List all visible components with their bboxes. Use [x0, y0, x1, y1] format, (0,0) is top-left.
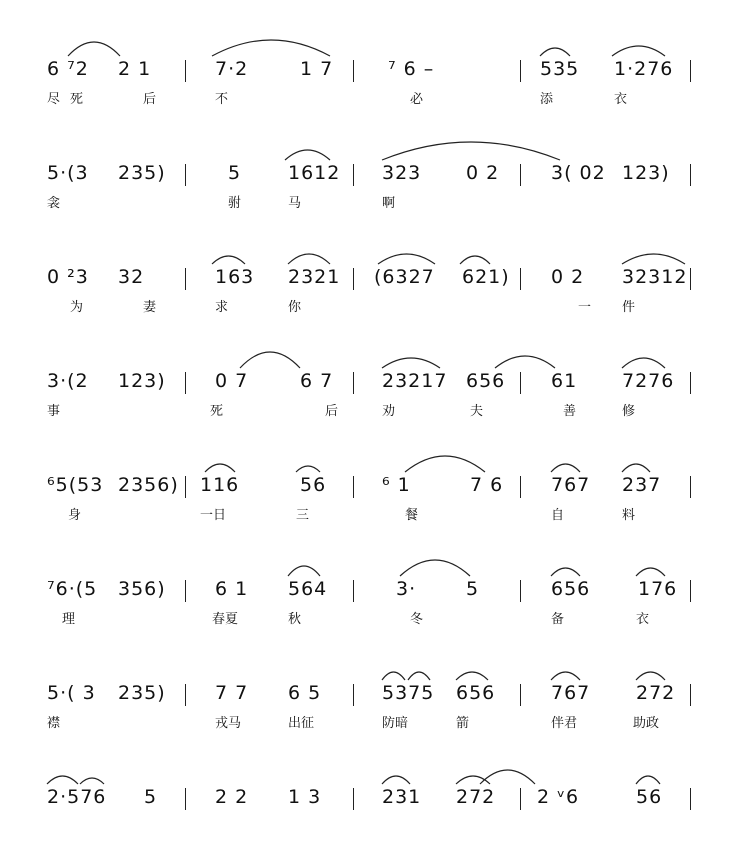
lyric-text: 箭: [456, 716, 470, 731]
note-group: 7·2: [215, 58, 249, 80]
lyric-text: 你: [288, 300, 302, 315]
note-group: 2321: [288, 266, 341, 288]
lyric-text: 秋: [288, 612, 302, 627]
bar-line: [690, 60, 691, 82]
bar-line: [690, 580, 691, 602]
slur: [456, 672, 488, 680]
note-group: 3·: [396, 578, 417, 600]
note-group: 2 2: [215, 786, 249, 808]
slur: [540, 48, 570, 56]
slur: [636, 776, 660, 784]
note-group: 656: [466, 370, 506, 392]
bar-line: [185, 580, 186, 602]
bar-line: [520, 268, 521, 290]
note-group: 3·(2: [47, 370, 89, 392]
lyric-text: 理: [62, 612, 76, 627]
slur: [622, 464, 650, 472]
slur-layer: [0, 646, 736, 750]
bar-line: [690, 476, 691, 498]
lyric-text: 助政: [633, 716, 660, 731]
slur: [47, 776, 78, 784]
bar-line: [185, 476, 186, 498]
lyric-text: 马: [288, 196, 302, 211]
note-group: 176: [638, 578, 678, 600]
lyric-text: 后: [325, 404, 339, 419]
slur: [400, 560, 470, 576]
bar-line: [520, 372, 521, 394]
note-group: (6327: [374, 266, 435, 288]
bar-line: [185, 684, 186, 706]
note-group: 235): [118, 162, 166, 184]
note-group: 1 3: [288, 786, 322, 808]
note-group: 32: [118, 266, 145, 288]
lyric-text: 事: [47, 404, 61, 419]
slur: [382, 672, 405, 680]
slur: [296, 466, 320, 472]
score-row: [0, 334, 736, 438]
bar-line: [353, 684, 354, 706]
slur: [460, 256, 490, 264]
lyric-text: 自: [551, 508, 565, 523]
score-row: [0, 230, 736, 334]
slur: [240, 352, 300, 368]
bar-line: [520, 164, 521, 186]
note-group: 6 7: [300, 370, 334, 392]
slur: [551, 568, 580, 576]
note-group: 23217: [382, 370, 448, 392]
lyric-text: 修: [622, 404, 636, 419]
slur: [288, 566, 320, 576]
slur: [636, 672, 665, 680]
bar-line: [690, 268, 691, 290]
note-group: 3( 02: [551, 162, 606, 184]
note-group: 656: [551, 578, 591, 600]
note-group: 0 2: [466, 162, 500, 184]
bar-line: [520, 684, 521, 706]
lyric-text: 不: [215, 92, 229, 107]
note-group: 32312: [622, 266, 688, 288]
slur: [636, 568, 665, 576]
bar-line: [690, 164, 691, 186]
lyric-text: 料: [622, 508, 636, 523]
lyric-text: 求: [215, 300, 229, 315]
lyric-text: 尽: [47, 92, 61, 107]
note-group: 7 7: [215, 682, 249, 704]
bar-line: [353, 164, 354, 186]
note-group: 116: [200, 474, 240, 496]
lyric-text: 劝: [382, 404, 396, 419]
bar-line: [185, 164, 186, 186]
lyric-text: 伴君: [551, 716, 578, 731]
lyric-text: 必: [410, 92, 424, 107]
lyric-text: 死: [210, 404, 224, 419]
bar-line: [185, 60, 186, 82]
score-row: [0, 542, 736, 646]
note-group: 123): [622, 162, 670, 184]
lyric-text: 添: [540, 92, 554, 107]
note-group: 163: [215, 266, 255, 288]
lyric-text: 一: [578, 300, 592, 315]
bar-line: [353, 788, 354, 810]
bar-line: [353, 476, 354, 498]
note-group: 767: [551, 682, 591, 704]
slur: [382, 776, 410, 784]
note-group: 767: [551, 474, 591, 496]
lyric-text: 防暗: [382, 716, 409, 731]
bar-line: [690, 788, 691, 810]
slur: [551, 464, 580, 472]
note-group: 535: [540, 58, 580, 80]
bar-line: [520, 476, 521, 498]
note-group: 6 ⁷2: [47, 58, 89, 80]
note-group: 356): [118, 578, 166, 600]
lyric-text: 为: [70, 300, 84, 315]
note-group: 56: [636, 786, 663, 808]
note-group: 2·576: [47, 786, 107, 808]
bar-line: [185, 372, 186, 394]
note-group: 6 1: [215, 578, 249, 600]
lyric-text: 三: [296, 508, 310, 523]
note-group: 621): [462, 266, 510, 288]
score-row: [0, 646, 736, 750]
bar-line: [520, 788, 521, 810]
note-group: 237: [622, 474, 662, 496]
slur: [622, 358, 665, 368]
slur: [212, 40, 330, 56]
lyric-text: 出征: [288, 716, 315, 731]
lyric-text: 衣: [636, 612, 650, 627]
slur-layer: [0, 750, 736, 854]
note-group: 656: [456, 682, 496, 704]
lyric-text: 啊: [382, 196, 396, 211]
lyric-text: 衾: [47, 196, 61, 211]
bar-line: [353, 268, 354, 290]
lyric-text: 件: [622, 300, 636, 315]
lyric-text: 一日: [200, 508, 227, 523]
bar-line: [520, 60, 521, 82]
slur: [212, 256, 245, 264]
note-group: 272: [636, 682, 676, 704]
note-group: 272: [456, 786, 496, 808]
note-group: 235): [118, 682, 166, 704]
note-group: ⁶ 1: [382, 474, 411, 496]
score-row: [0, 22, 736, 126]
bar-line: [690, 684, 691, 706]
bar-line: [185, 268, 186, 290]
note-group: 5: [466, 578, 480, 600]
lyric-text: 善: [563, 404, 577, 419]
note-group: 56: [300, 474, 327, 496]
score-row: [0, 438, 736, 542]
score-row: [0, 126, 736, 230]
slur: [382, 358, 440, 368]
note-group: 0 ²3: [47, 266, 89, 288]
note-group: 1 7: [300, 58, 334, 80]
note-group: ⁷6·(5: [47, 578, 98, 600]
note-group: 5: [228, 162, 242, 184]
lyric-text: 驸: [228, 196, 242, 211]
slur: [68, 42, 120, 56]
bar-line: [353, 372, 354, 394]
lyric-text: 餐: [405, 508, 419, 523]
slur: [288, 254, 330, 264]
slur: [405, 456, 485, 472]
note-group: 6 5: [288, 682, 322, 704]
note-group: 5: [144, 786, 158, 808]
slur: [495, 356, 555, 368]
lyric-text: 备: [551, 612, 565, 627]
slur: [612, 46, 665, 56]
note-group: 0 7: [215, 370, 249, 392]
note-group: ⁷ 6 –: [388, 58, 435, 80]
note-group: 564: [288, 578, 328, 600]
lyric-text: 春夏: [212, 612, 239, 627]
lyric-text: 后: [143, 92, 157, 107]
slur: [622, 254, 685, 264]
note-group: 2 ᵛ6: [537, 786, 580, 808]
bar-line: [185, 788, 186, 810]
bar-line: [520, 580, 521, 602]
lyric-text: 冬: [410, 612, 424, 627]
lyric-text: 身: [68, 508, 82, 523]
note-group: 323: [382, 162, 422, 184]
slur: [80, 778, 104, 784]
bar-line: [353, 580, 354, 602]
slur: [378, 254, 435, 264]
lyric-text: 戎马: [215, 716, 242, 731]
note-group: 231: [382, 786, 422, 808]
slur-layer: [0, 542, 736, 646]
note-group: ⁶5(53: [47, 474, 104, 496]
slur: [285, 150, 330, 160]
slur: [382, 142, 560, 160]
lyric-text: 襟: [47, 716, 61, 731]
note-group: 2356): [118, 474, 179, 496]
bar-line: [690, 372, 691, 394]
note-group: 0 2: [551, 266, 585, 288]
note-group: 1·276: [614, 58, 674, 80]
slur: [408, 672, 430, 680]
note-group: 123): [118, 370, 166, 392]
note-group: 1612: [288, 162, 341, 184]
note-group: 7276: [622, 370, 675, 392]
note-group: 5375: [382, 682, 435, 704]
note-group: 7 6: [470, 474, 504, 496]
lyric-text: 衣: [614, 92, 628, 107]
slur: [551, 672, 580, 680]
lyric-text: 夫: [470, 404, 484, 419]
slur: [205, 464, 235, 472]
lyric-text: 妻: [143, 300, 157, 315]
note-group: 61: [551, 370, 578, 392]
score-row: [0, 750, 736, 854]
note-group: 5·(3: [47, 162, 89, 184]
lyric-text: 死: [70, 92, 84, 107]
bar-line: [353, 60, 354, 82]
note-group: 2 1: [118, 58, 152, 80]
note-group: 5·( 3: [47, 682, 96, 704]
